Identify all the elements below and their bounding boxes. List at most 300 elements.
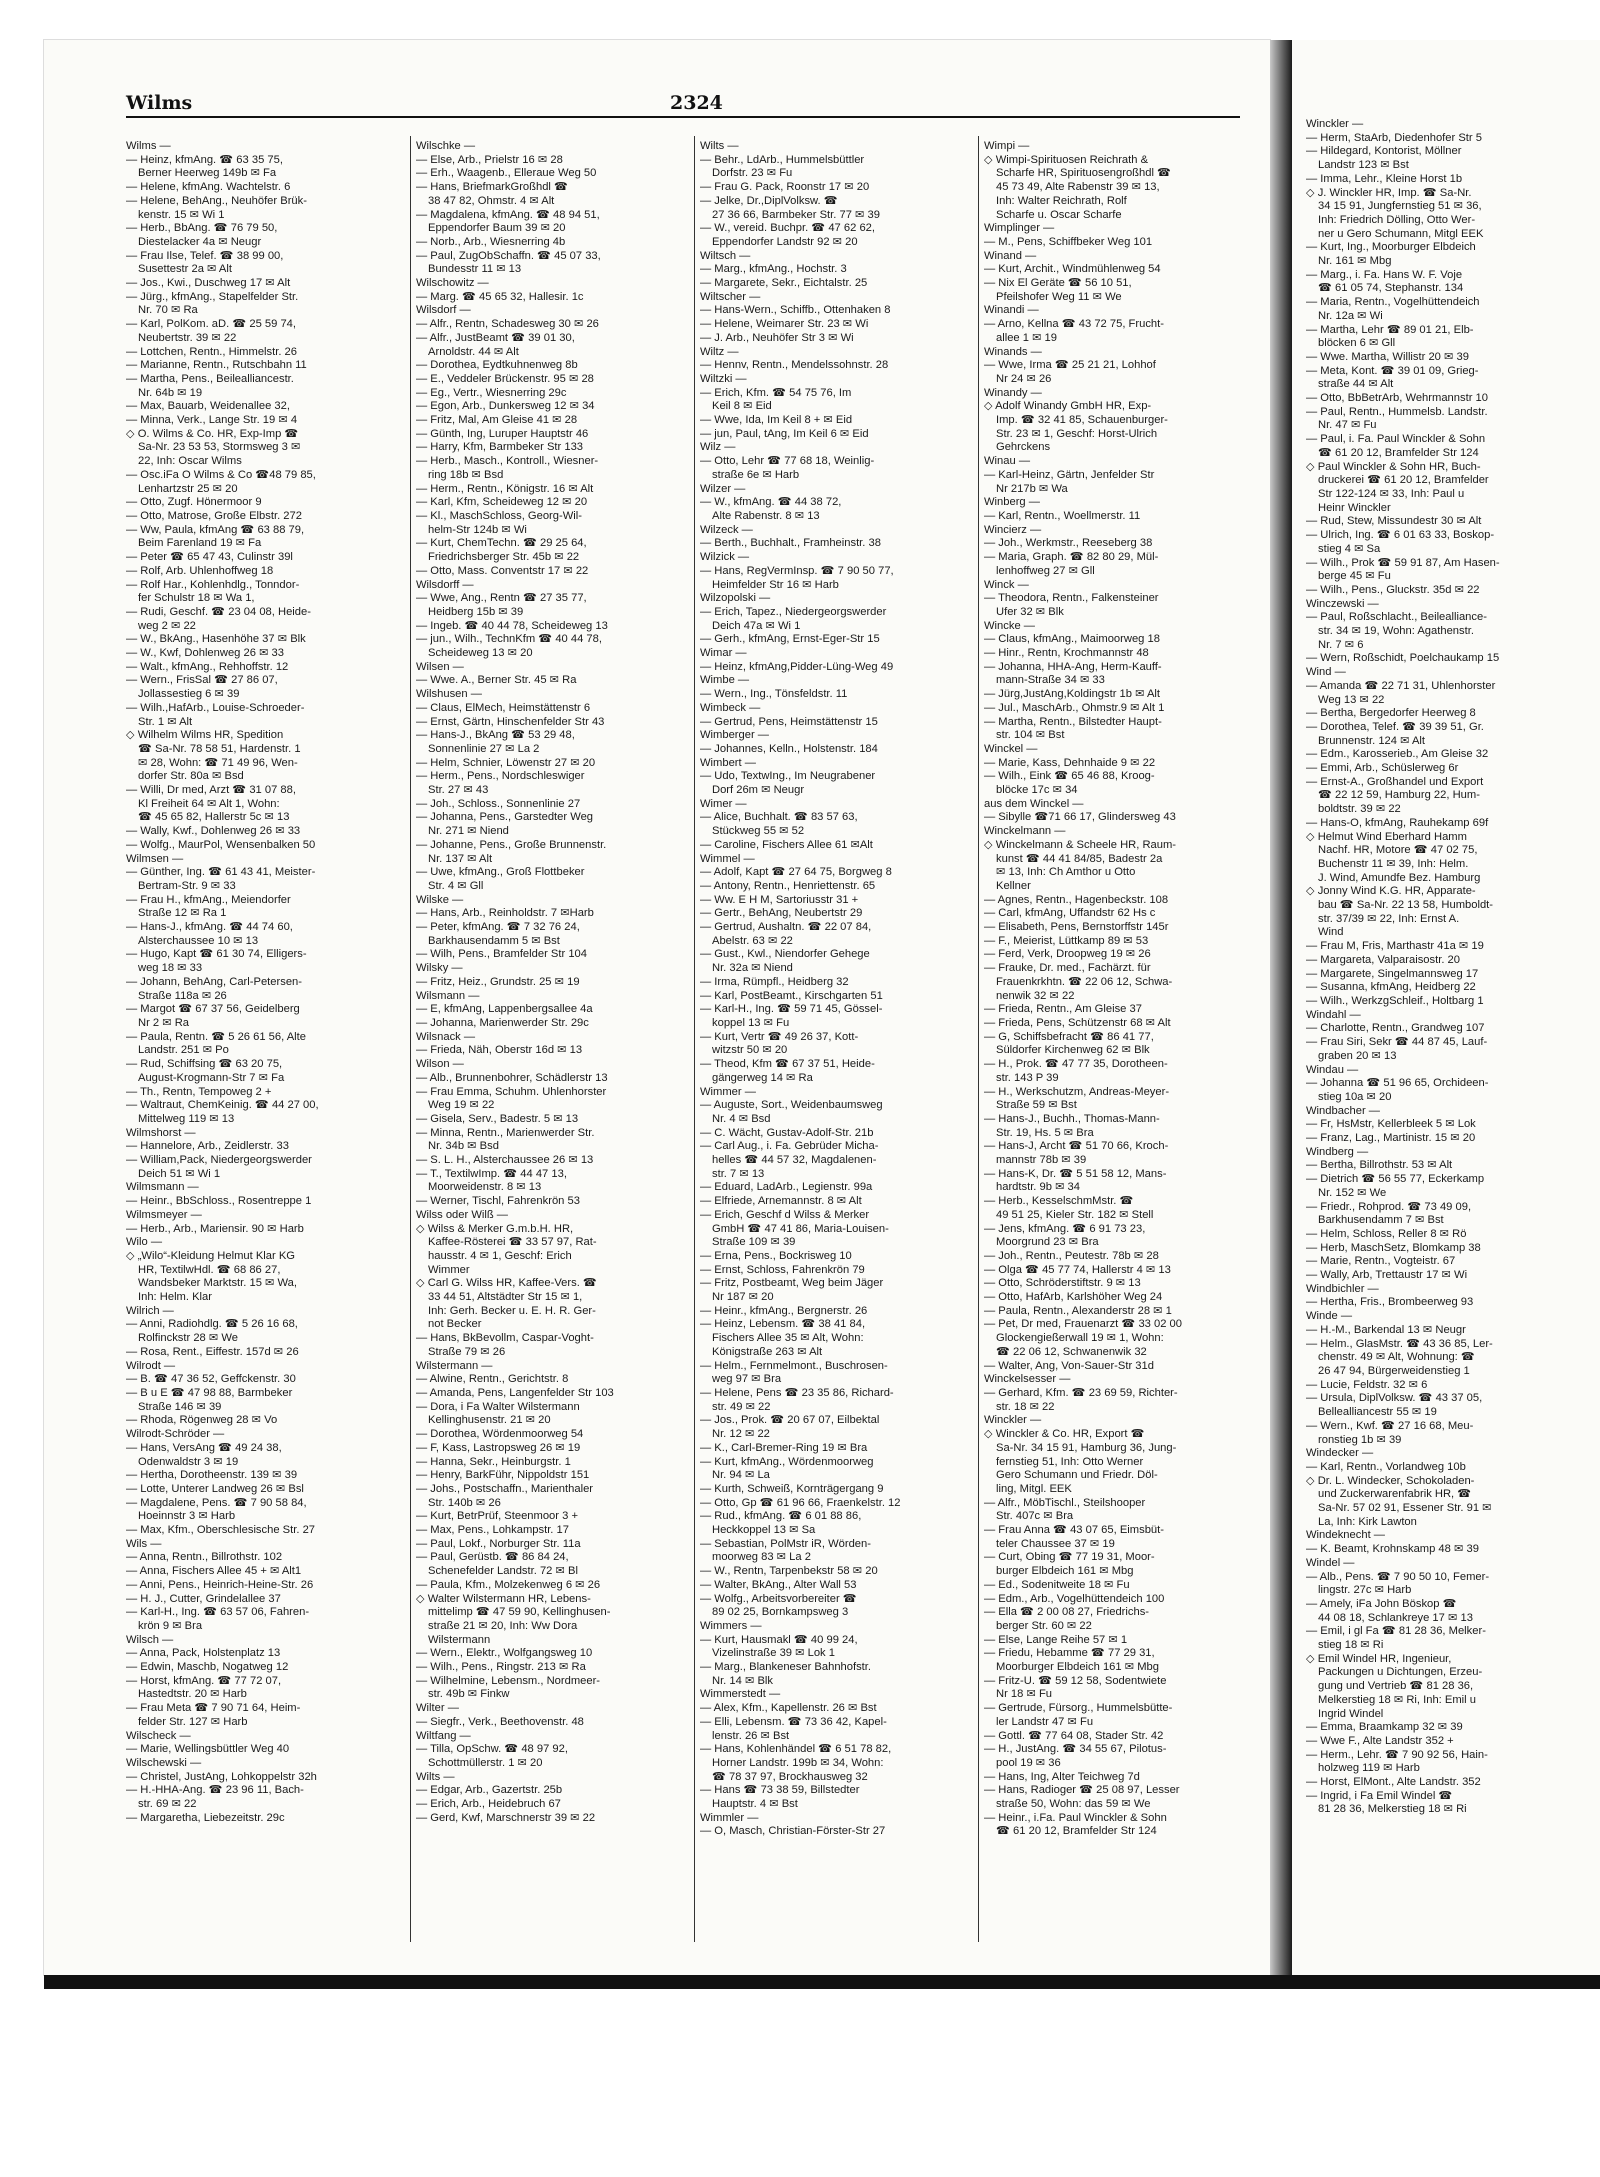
directory-entry-line: — Emmi, Arb., Schüslerweg 6r — [1306, 762, 1459, 775]
directory-entry-line: — Frauke, Dr. med., Fachärzt. für — [984, 962, 1151, 975]
directory-entry-line: str. 18 ✉ 22 — [996, 1400, 1055, 1413]
directory-entry-line: — Uwe, kfmAng., Groß Flottbeker — [416, 866, 585, 879]
directory-entry-line: Windberg — — [1306, 1145, 1369, 1158]
directory-entry-line: — Otto, Matrose, Große Elbstr. 272 — [126, 509, 302, 522]
directory-entry-line: — Wilh., Pens., Gluckstr. 35d ✉ 22 — [1306, 583, 1480, 596]
directory-entry-line: Winckelsesser — — [984, 1373, 1071, 1386]
directory-entry-line: — Heinr., kfmAng., Bergnerstr. 26 — [700, 1304, 868, 1317]
directory-entry-line: — Kurt, Hausmakl ☎ 40 99 24, — [700, 1633, 858, 1646]
directory-entry-line: — Sibylle ☎71 66 17, Glindersweg 43 — [984, 811, 1176, 824]
directory-entry-line: Wiltsch — — [700, 249, 751, 262]
directory-entry-line: str. 69 ✉ 22 — [138, 1798, 197, 1811]
directory-entry-line: Straße 118a ✉ 26 — [138, 989, 227, 1002]
directory-entry-line: — Nix El Geräte ☎ 56 10 51, — [984, 277, 1132, 290]
directory-entry-line: — Wilh.,HafArb., Louise-Schroeder- — [126, 701, 305, 714]
directory-entry-line: ☎ 78 37 97, Brockhausweg 32 — [712, 1770, 868, 1783]
directory-entry-line: str. 143 P 39 — [996, 1071, 1059, 1084]
directory-entry-line: — Eg., Vertr., Wiesnerring 29c — [416, 386, 567, 399]
directory-entry-line: pool 19 ✉ 36 — [996, 1756, 1061, 1769]
directory-entry-line: Wils — — [126, 1537, 162, 1550]
directory-entry-line: — Jos., Prok. ☎ 20 67 07, Eilbektal — [700, 1414, 880, 1427]
directory-entry-line: Winde — — [1306, 1310, 1353, 1323]
directory-entry-line: Wilzer — — [700, 482, 746, 495]
directory-entry-line: 49 51 25, Kieler Str. 182 ✉ Stell — [996, 1208, 1154, 1221]
directory-entry-line: — Lottchen, Rentn., Himmelstr. 26 — [126, 345, 297, 358]
directory-entry-line: Nr. 161 ✉ Mbg — [1318, 255, 1392, 268]
directory-entry-line: — jun, Paul, tAng, Im Keil 6 ✉ Eid — [700, 427, 869, 440]
directory-entry-line: ner u Gero Schumann, Mitgl EEK — [1318, 227, 1484, 240]
directory-entry-line: mannstr 78b ✉ 39 — [996, 1154, 1087, 1167]
directory-entry-line: — Hans, Ing, Alter Teichweg 7d — [984, 1770, 1140, 1783]
directory-entry-line: Weg 13 ✉ 22 — [1318, 693, 1385, 706]
directory-entry-line: — Paul, Gerüstb. ☎ 86 84 24, — [416, 1551, 569, 1564]
directory-entry-line: — Else, Arb., Prielstr 16 ✉ 28 — [416, 153, 563, 166]
directory-entry-line: Vizelinstraße 39 ✉ Lok 1 — [712, 1647, 835, 1660]
directory-entry-line: Str. 19, Hs. 5 ✉ Bra — [996, 1126, 1094, 1139]
directory-entry-line: — Hans-K, Dr. ☎ 5 51 58 12, Mans- — [984, 1167, 1167, 1180]
directory-entry-line: ◇ Walter Wilstermann HR, Lebens- — [416, 1592, 591, 1605]
directory-entry-line: Süldorfer Kirchenweg 62 ✉ Blk — [996, 1044, 1150, 1057]
directory-entry-line: Nr. 34b ✉ Bsd — [428, 1140, 499, 1153]
directory-entry-line: — Tilla, OpSchw. ☎ 48 97 92, — [416, 1743, 568, 1756]
directory-entry-line: Sa-Nr. 57 02 91, Essener Str. 91 ✉ — [1318, 1502, 1492, 1515]
directory-entry-line: Friedrichsberger Str. 45b ✉ 22 — [428, 551, 580, 564]
directory-entry-line: — Heinz, kfmAng,Pidder-Lüng-Weg 49 — [700, 660, 894, 673]
directory-entry-line: Bellealliancestr 55 ✉ 19 — [1318, 1406, 1437, 1419]
directory-entry-line: ler Landstr 47 ✉ Fu — [996, 1715, 1094, 1728]
directory-entry-line: str. 37/39 ✉ 22, Inh: Ernst A. — [1318, 912, 1460, 925]
directory-entry-line: — Maria, Graph. ☎ 82 80 29, Mül- — [984, 551, 1159, 564]
directory-entry-line: witzstr 50 ✉ 20 — [712, 1044, 788, 1057]
directory-entry-line: — Wwe, Ang., Rentn ☎ 27 35 77, — [416, 592, 587, 605]
directory-entry-line: aus dem Winckel — — [984, 797, 1084, 810]
directory-entry-line: Heimfelder Str 16 ✉ Harb — [712, 578, 839, 591]
directory-entry-line: — Lucie, Feldstr. 32 ✉ 6 — [1306, 1378, 1428, 1391]
directory-entry-line: Wilsnack — — [416, 1030, 476, 1043]
directory-entry-line: — Ernst, Schloss, Fahrenkrön 79 — [700, 1263, 865, 1276]
directory-entry-line: Sonnenlinie 27 ✉ La 2 — [428, 742, 540, 755]
directory-entry-line: — Ww. E H M, Sartoriusstr 31 + — [700, 893, 859, 906]
directory-entry-line: — Ingeb. ☎ 40 44 78, Scheideweg 13 — [416, 619, 608, 632]
directory-entry-line: Winands — — [984, 345, 1042, 358]
directory-entry-line: — Hertha, Dorotheenstr. 139 ✉ 39 — [126, 1469, 298, 1482]
directory-entry-line: — Jelke, Dr.,DiplVolksw. ☎ — [700, 194, 838, 207]
directory-column-2 — [416, 140, 694, 1825]
directory-entry-line: — Dorothea, Telef. ☎ 39 39 51, Gr. — [1306, 720, 1484, 733]
directory-entry-line: ✉ 28, Wohn: ☎ 71 49 96, Wen- — [138, 756, 298, 769]
directory-entry-line: — Marg., kfmAng., Hochstr. 3 — [700, 263, 847, 276]
directory-entry-line: — Marg., i. Fa. Hans W. F. Voje — [1306, 268, 1463, 281]
directory-entry-line: Wilschowitz — — [416, 277, 489, 290]
directory-entry-line: Jollassestieg 6 ✉ 39 — [138, 688, 240, 701]
directory-entry-line: 38 47 82, Ohmstr. 4 ✉ Alt — [428, 194, 555, 207]
directory-entry-line: — Johann, BehAng, Carl-Petersen- — [126, 975, 302, 988]
directory-entry-line: mann-Straße 34 ✉ 33 — [996, 674, 1105, 687]
directory-entry-line: Wimer — — [700, 797, 747, 810]
directory-entry-line: — Berth., Buchhalt., Framheinstr. 38 — [700, 537, 881, 550]
directory-entry-line: — Otto, Gp ☎ 61 96 66, Fraenkelstr. 12 — [700, 1496, 901, 1509]
directory-entry-line: — Margarete, Sekr., Eichtalstr. 25 — [700, 277, 868, 290]
directory-entry-line: Nachf. HR, Motore ☎ 47 02 75, — [1318, 844, 1478, 857]
directory-entry-line: — Hans, BkBevollm, Caspar-Voght- — [416, 1332, 594, 1345]
directory-entry-line: — Friedu, Hebamme ☎ 77 29 31, — [984, 1647, 1155, 1660]
directory-entry-line: Nr 24 ✉ 26 — [996, 372, 1052, 385]
directory-entry-line: Glockengießerwall 19 ✉ 1, Wohn: — [996, 1332, 1164, 1345]
directory-entry-line: — Frau Siri, Sekr ☎ 44 87 45, Lauf- — [1306, 1036, 1488, 1049]
directory-entry-line: — Karl, Rentn., Woellmerstr. 11 — [984, 509, 1141, 522]
directory-entry-line: 22, Inh: Oscar Wilms — [138, 455, 242, 468]
directory-entry-line: ☎ 45 65 82, Hallerstr 5c ✉ 13 — [138, 811, 290, 824]
directory-entry-line: Bundesstr 11 ✉ 13 — [428, 263, 522, 276]
page-header — [126, 92, 1240, 118]
directory-entry-line: — Edgar, Arb., Gazertstr. 25b — [416, 1784, 563, 1797]
directory-entry-line: Wilsch — — [126, 1633, 174, 1646]
directory-entry-line: Wilts — — [416, 1770, 455, 1783]
directory-entry-line: — C. Wächt, Gustav-Adolf-Str. 21b — [700, 1126, 874, 1139]
directory-entry-line: Nr 187 ✉ 20 — [712, 1291, 774, 1304]
directory-entry-line: Nr 217b ✉ Wa — [996, 482, 1068, 495]
directory-entry-line: — Martha, Pens., Beilealliancestr. — [126, 372, 294, 385]
directory-entry-line: — Erich, Geschf d Wilss & Merker — [700, 1208, 870, 1221]
directory-entry-line: — Anna, Rentn., Billrothstr. 102 — [126, 1551, 283, 1564]
directory-entry-line: — Gisela, Serv., Badestr. 5 ✉ 13 — [416, 1112, 579, 1125]
directory-entry-line: Nr. 94 ✉ La — [712, 1469, 770, 1482]
directory-entry-line: Heinr Winckler — [1318, 501, 1391, 514]
directory-entry-line: — Helm, Schnier, Löwenstr 27 ✉ 20 — [416, 756, 596, 769]
directory-entry-line: — Hans, Radioger ☎ 25 08 97, Lesser — [984, 1784, 1180, 1797]
directory-entry-line: — Johs., Postschaffn., Marienthaler — [416, 1482, 594, 1495]
directory-entry-line: not Becker — [428, 1318, 482, 1331]
directory-entry-line: und Zuckerwarenfabrik HR, ☎ — [1318, 1488, 1472, 1501]
directory-entry-line: — Caroline, Fischers Allee 61 ✉Alt — [700, 838, 873, 851]
directory-entry-line: Windau — — [1306, 1063, 1359, 1076]
directory-entry-line: — Martha, Rentn., Bilstedter Haupt- — [984, 715, 1162, 728]
directory-entry-line: — Anni, Radiohdlg. ☎ 5 26 16 68, — [126, 1318, 298, 1331]
directory-entry-line: — Max, Bauarb, Weidenallee 32, — [126, 400, 290, 413]
directory-entry-line: — Hans-Wern., Schiffb., Ottenhaken 8 — [700, 304, 891, 317]
directory-entry-line: — Th., Rentn, Tempoweg 2 + — [126, 1085, 272, 1098]
directory-entry-line: gängerweg 14 ✉ Ra — [712, 1071, 813, 1084]
directory-entry-line: Nr. 7 ✉ 6 — [1318, 638, 1364, 651]
directory-entry-line: — Kurt, ChemTechn. ☎ 29 25 64, — [416, 537, 587, 550]
directory-entry-line: — B. ☎ 47 36 52, Geffckenstr. 30 — [126, 1373, 296, 1386]
directory-entry-line: — Rolf Har., Kohlenhdlg., Tonndor- — [126, 578, 300, 591]
directory-entry-line: — Herm., Rentn., Königstr. 16 ✉ Alt — [416, 482, 594, 495]
directory-entry-line: — Ww, Paula, kfmAng ☎ 63 88 79, — [126, 523, 305, 536]
directory-entry-line: Nr. 70 ✉ Ra — [138, 304, 198, 317]
directory-entry-line: — O, Masch, Christian-Förster-Str 27 — [700, 1825, 886, 1838]
directory-entry-line: ◇ Wimpi-Spirituosen Reichrath & — [984, 153, 1149, 166]
directory-entry-line: — Herm., Pens., Nordschleswiger — [416, 770, 585, 783]
directory-entry-line: — Hans-J., kfmAng. ☎ 44 74 60, — [126, 921, 293, 934]
directory-entry-line: felder Str. 127 ✉ Harb — [138, 1715, 248, 1728]
directory-entry-line: — Amely, iFa John Böskop ☎ — [1306, 1597, 1457, 1610]
directory-entry-line: Str. 140b ✉ 26 — [428, 1496, 501, 1509]
directory-entry-line: — Herb., Arb., Mariensir. 90 ✉ Harb — [126, 1222, 304, 1235]
directory-entry-line: — Fritz-U. ☎ 59 12 58, Sodentwiete — [984, 1674, 1167, 1687]
directory-entry-line: — Margot ☎ 67 37 56, Geidelberg — [126, 1003, 300, 1016]
directory-entry-line: Arnoldstr. 44 ✉ Alt — [428, 345, 519, 358]
directory-entry-line: — Rud, Schiffsing ☎ 63 20 75, — [126, 1058, 283, 1071]
directory-entry-line: straße 50, Wohn: das 59 ✉ We — [996, 1798, 1151, 1811]
directory-entry-line: — Dorothea, Wördenmoorweg 54 — [416, 1428, 584, 1441]
directory-entry-line: Nr. 4 ✉ Bsd — [712, 1112, 771, 1125]
directory-entry-line: — Jos., Kwi., Duschweg 17 ✉ Alt — [126, 277, 291, 290]
directory-entry-line: ronstieg 1b ✉ 39 — [1318, 1433, 1402, 1446]
directory-entry-line: Wilter — — [416, 1702, 459, 1715]
directory-entry-line: Wilmsmeyer — — [126, 1208, 202, 1221]
directory-entry-line: ◇ Emil Windel HR, Ingenieur, — [1306, 1652, 1452, 1665]
directory-entry-line: Alsterchaussee 10 ✉ 13 — [138, 934, 259, 947]
directory-entry-line: — W., vereid. Buchpr. ☎ 47 62 62, — [700, 222, 875, 235]
directory-entry-line: — Anna, Fischers Allee 45 + ✉ Alt1 — [126, 1565, 302, 1578]
directory-entry-line: Winberg — — [984, 496, 1040, 509]
directory-entry-line: Heidberg 15b ✉ 39 — [428, 605, 524, 618]
directory-entry-line: Hoeinnstr 3 ✉ Harb — [138, 1510, 236, 1523]
column-divider — [410, 136, 411, 1942]
directory-entry-line: — Amanda, Pens, Langenfelder Str 103 — [416, 1386, 614, 1399]
directory-entry-line: — Karl, Rentn., Vorlandweg 10b — [1306, 1460, 1466, 1473]
directory-entry-line: — Günther, Ing. ☎ 61 43 41, Meister- — [126, 866, 316, 879]
directory-entry-line: Neubertstr. 39 ✉ 22 — [138, 331, 237, 344]
directory-entry-line: — Henry, BarkFühr, Nippoldstr 151 — [416, 1469, 590, 1482]
directory-entry-line: — Jens, kfmAng. ☎ 6 91 73 23, — [984, 1222, 1146, 1235]
directory-entry-line: — Gerd, Kwf, Marschnerstr 39 ✉ 22 — [416, 1811, 596, 1824]
directory-entry-line: — Karl-H., Ing. ☎ 59 71 45, Gössel- — [700, 1003, 883, 1016]
directory-entry-line: Ufer 32 ✉ Blk — [996, 605, 1064, 618]
directory-entry-line: lenhoffweg 27 ✉ Gll — [996, 564, 1095, 577]
directory-entry-line: Windbacher — — [1306, 1104, 1380, 1117]
directory-entry-line: — Frau G. Pack, Roonstr 17 ✉ 20 — [700, 181, 870, 194]
directory-entry-line: — Egon, Arb., Dunkersweg 12 ✉ 34 — [416, 400, 595, 413]
directory-entry-line: — Wern, Roßschidt, Poelchaukamp 15 — [1306, 652, 1500, 665]
directory-entry-line: ◇ J. Winckler HR, Imp. ☎ Sa-Nr. — [1306, 186, 1472, 199]
directory-entry-line: — Claus, kfmAng., Maimoorweg 18 — [984, 633, 1160, 646]
directory-entry-line: — Hugo, Kapt ☎ 61 30 74, Elligers- — [126, 948, 307, 961]
directory-entry-line: stieg 10a ✉ 20 — [1318, 1090, 1392, 1103]
directory-entry-line: — Edm., Arb., Vogelhüttendeich 100 — [984, 1592, 1165, 1605]
directory-entry-line: — Karl-H., Ing. ☎ 63 57 06, Fahren- — [126, 1606, 310, 1619]
directory-entry-line: ◇ Paul Winckler & Sohn HR, Buch- — [1306, 460, 1481, 473]
directory-entry-line: — Frieda, Näh, Oberstr 16d ✉ 13 — [416, 1044, 583, 1057]
directory-entry-line: druckerei ☎ 61 20 12, Bramfelder — [1318, 474, 1489, 487]
directory-entry-line: — Hertha, Fris., Brombeerweg 93 — [1306, 1296, 1474, 1309]
directory-entry-line: Windahl — — [1306, 1008, 1361, 1021]
directory-entry-line: — Otto, HafArb, Karlshöher Weg 24 — [984, 1291, 1163, 1304]
directory-entry-line: — Joh., Werkmstr., Reeseberg 38 — [984, 537, 1153, 550]
directory-entry-line: Wimmer — — [700, 1085, 756, 1098]
page-number: 2324 — [670, 92, 723, 114]
directory-entry-line: — Wilhelmine, Lebensm., Nordmeer- — [416, 1674, 601, 1687]
directory-entry-line: Wind — — [1306, 666, 1346, 679]
page-gutter-shadow — [1270, 40, 1292, 1975]
directory-entry-line: teler Chaussee 37 ✉ 19 — [996, 1537, 1115, 1550]
column-divider — [978, 136, 979, 1942]
directory-entry-line: Winandy — — [984, 386, 1042, 399]
directory-entry-line: — W., Kwf, Dohlenweg 26 ✉ 33 — [126, 647, 284, 660]
directory-entry-line: — Margareta, Valparaisostr. 20 — [1306, 953, 1461, 966]
directory-entry-line: — Jürg,JustAng,Koldingstr 1b ✉ Alt — [984, 688, 1161, 701]
directory-entry-line: — Elfriede, Arnemannstr. 8 ✉ Alt — [700, 1195, 862, 1208]
directory-entry-line: Str. 4 ✉ Gll — [428, 879, 484, 892]
directory-entry-line: Wilstermann — — [416, 1359, 493, 1372]
directory-entry-line: — Waltraut, ChemKeinig. ☎ 44 27 00, — [126, 1099, 319, 1112]
directory-entry-line: Winckel — — [984, 742, 1038, 755]
directory-entry-line: — Hans-O, kfmAng, Rauhekamp 69f — [1306, 816, 1489, 829]
directory-entry-line: — Karl, PostBeamt., Kirschgarten 51 — [700, 989, 883, 1002]
directory-entry-line: — Walter, BkAng., Alter Wall 53 — [700, 1578, 857, 1591]
directory-entry-line: — Agnes, Rentn., Hagenbeckstr. 108 — [984, 893, 1169, 906]
directory-entry-line: Winckelmann — — [984, 825, 1066, 838]
directory-entry-line: — Helene, Pens ☎ 23 35 86, Richard- — [700, 1386, 894, 1399]
directory-entry-line: HR, TextilwHdl. ☎ 68 86 27, — [138, 1263, 281, 1276]
directory-entry-line: Wimpi — — [984, 140, 1030, 152]
directory-entry-line: Wiltfang — — [416, 1729, 471, 1742]
directory-entry-line: mittelimp ☎ 47 59 90, Kellinghusen- — [428, 1606, 611, 1619]
directory-entry-line: Winandi — — [984, 304, 1039, 317]
directory-entry-line: — Hans, BriefmarkGroßhdl ☎ — [416, 181, 568, 194]
directory-entry-line: ◇ Jonny Wind K.G. HR, Apparate- — [1306, 885, 1476, 898]
directory-entry-line: ◇ Dr. L. Windecker, Schokoladen- — [1306, 1474, 1475, 1487]
directory-entry-line: ☎ 22 06 12, Schwanenwik 32 — [996, 1345, 1147, 1358]
directory-entry-line: bau ☎ Sa-Nr. 22 13 58, Humboldt- — [1318, 899, 1494, 912]
directory-entry-line: 81 28 36, Melkerstieg 18 ✉ Ri — [1318, 1803, 1467, 1816]
directory-entry-line: weg 97 ✉ Bra — [712, 1373, 782, 1386]
directory-entry-line: — Rhoda, Rögenweg 28 ✉ Vo — [126, 1414, 278, 1427]
directory-entry-line: Wiltzki — — [700, 372, 747, 385]
directory-entry-line: Alte Rabenstr. 8 ✉ 13 — [712, 509, 820, 522]
directory-entry-line: Eppendorfer Baum 39 ✉ 20 — [428, 222, 566, 235]
directory-entry-line: — Wolfg., MaurPol, Wensenbalken 50 — [126, 838, 316, 851]
directory-entry-line: Abelstr. 63 ✉ 22 — [712, 934, 793, 947]
directory-entry-line: Nr. 64b ✉ 19 — [138, 386, 203, 399]
directory-entry-line: Wilmsmann — — [126, 1181, 199, 1194]
directory-entry-line: — Johanna, Marienwerder Str. 29c — [416, 1017, 589, 1029]
directory-entry-line: ◇ Carl G. Wilss HR, Kaffee-Vers. ☎ — [416, 1277, 597, 1290]
directory-entry-line: Wimberger — — [700, 729, 769, 742]
directory-entry-line: Heckkoppel 13 ✉ Sa — [712, 1524, 816, 1537]
directory-entry-line: burger Elbdeich 161 ✉ Mbg — [996, 1565, 1134, 1578]
directory-entry-line: Schenefelder Landstr. 72 ✉ Bl — [428, 1565, 578, 1578]
directory-entry-line: — Margarete, Singelmannsweg 17 — [1306, 967, 1479, 980]
directory-entry-line: Nr. 32a ✉ Niend — [712, 962, 793, 975]
directory-entry-line: Barkhusendamm 7 ✉ Bst — [1318, 1214, 1444, 1227]
directory-entry-line: Schottmüllerstr. 1 ✉ 20 — [428, 1756, 543, 1769]
directory-entry-line: str. 49 ✉ 22 — [712, 1400, 771, 1413]
directory-entry-line: berge 45 ✉ Fu — [1318, 570, 1391, 583]
directory-entry-line: — Marie, Wellingsbüttler Weg 40 — [126, 1743, 290, 1756]
directory-entry-line: helles ☎ 44 57 32, Magdalenen- — [712, 1154, 877, 1167]
directory-entry-line: — Hinr., Rentn, Krochmannstr 48 — [984, 647, 1149, 660]
directory-entry-line: krön 9 ✉ Bra — [138, 1619, 203, 1632]
directory-entry-line: Wind — [1318, 926, 1344, 939]
directory-entry-line: — Wwe. A., Berner Str. 45 ✉ Ra — [416, 674, 577, 687]
directory-entry-line: — Herm., Lehr. ☎ 7 90 92 56, Hain- — [1306, 1748, 1488, 1761]
directory-entry-line: — Adolf, Kapt ☎ 27 64 75, Borgweg 8 — [700, 866, 892, 879]
directory-entry-line: — Amanda ☎ 22 71 31, Uhlenhorster — [1306, 679, 1496, 692]
directory-entry-line: str. 34 ✉ 19, Wohn: Agathenstr. — [1318, 625, 1474, 638]
directory-entry-line: Lenhartzstr 25 ✉ 20 — [138, 482, 238, 495]
directory-entry-line: — Alex, Kfm., Kapellenstr. 26 ✉ Bst — [700, 1702, 877, 1715]
directory-entry-line: Sa-Nr. 34 15 91, Hamburg 36, Jung- — [996, 1441, 1177, 1454]
directory-entry-line: — Marianne, Rentn., Rutschbahn 11 — [126, 359, 307, 372]
directory-entry-line: hausstr. 4 ✉ 1, Geschf: Erich — [428, 1249, 572, 1262]
directory-entry-line: Nr. 137 ✉ Alt — [428, 852, 493, 865]
directory-entry-line: — Olga ☎ 45 77 74, Hallerstr 4 ✉ 13 — [984, 1263, 1171, 1276]
directory-entry-line: Brunnenstr. 124 ✉ Alt — [1318, 734, 1426, 747]
directory-entry-line: Winck — — [984, 578, 1029, 591]
directory-entry-line: Nr 2 ✉ Ra — [138, 1017, 190, 1029]
directory-entry-line: — Gerhard, Kfm. ☎ 23 69 59, Richter- — [984, 1386, 1178, 1399]
directory-entry-line: — Norb., Arb., Wiesnerring 4b — [416, 235, 566, 248]
directory-entry-line: Windeknecht — — [1306, 1529, 1385, 1542]
directory-entry-line: Wincierz — — [984, 523, 1042, 536]
directory-entry-line: kenstr. 15 ✉ Wi 1 — [138, 208, 225, 221]
directory-entry-line: ◇ „Wilo“-Kleidung Helmut Klar KG — [126, 1249, 296, 1262]
directory-entry-line: — Jul., MaschArb., Ohmstr.9 ✉ Alt 1 — [984, 701, 1165, 714]
directory-entry-line: — Gertr., BehAng, Neubertstr 29 — [700, 907, 863, 920]
directory-entry-line: stieg 18 ✉ Ri — [1318, 1639, 1384, 1652]
directory-entry-line: — Susanna, kfmAng, Heidberg 22 — [1306, 981, 1476, 994]
directory-entry-line: — Horst, kfmAng. ☎ 77 72 07, — [126, 1674, 282, 1687]
directory-entry-line: — E., Veddeler Brückenstr. 95 ✉ 28 — [416, 372, 594, 385]
directory-entry-line: — Martha, Lehr ☎ 89 01 21, Elb- — [1306, 323, 1474, 336]
directory-entry-line: — Werner, Tischl, Fahrenkrön 53 — [416, 1195, 580, 1208]
directory-entry-line: — Johanna, HHA-Ang, Herm-Kauff- — [984, 660, 1162, 673]
directory-entry-line: 89 02 25, Bornkampsweg 3 — [712, 1606, 849, 1619]
directory-entry-line: Moorweidenstr. 8 ✉ 13 — [428, 1181, 542, 1194]
directory-entry-line: Wimbeck — — [700, 701, 761, 714]
directory-entry-line: — Fritz, Mal, Am Gleise 41 ✉ 28 — [416, 414, 578, 427]
directory-entry-line: — Imma, Lehr., Kleine Horst 1b — [1306, 172, 1463, 185]
directory-entry-line: Str. 23 ✉ 1, Geschf: Horst-Ulrich — [996, 427, 1158, 440]
directory-entry-line: Nr. 152 ✉ We — [1318, 1186, 1387, 1199]
directory-entry-line: — Minna, Verk., Lange Str. 19 ✉ 4 — [126, 414, 298, 427]
directory-entry-line: — H.-HHA-Ang. ☎ 23 96 11, Bach- — [126, 1784, 304, 1797]
directory-entry-line: graben 20 ✉ 13 — [1318, 1049, 1397, 1062]
directory-entry-line: — Theod, Kfm ☎ 67 37 51, Heide- — [700, 1058, 875, 1071]
directory-entry-line: — Kl., MaschSchloss, Georg-Wil- — [416, 509, 582, 522]
directory-entry-line: Mittelweg 119 ✉ 13 — [138, 1112, 235, 1125]
directory-entry-line: — Fritz, Postbeamt, Weg beim Jäger — [700, 1277, 884, 1290]
directory-entry-line: Str. 407c ✉ Bra — [996, 1510, 1074, 1523]
directory-entry-line: ◇ Helmut Wind Eberhard Hamm — [1306, 830, 1467, 843]
directory-entry-line: — Fr, HsMstr, Kellerbleek 5 ✉ Lok — [1306, 1118, 1476, 1131]
directory-entry-line: Wilo — — [126, 1236, 163, 1249]
directory-entry-line: Kellner — [996, 879, 1031, 892]
directory-entry-line: — Frau M, Fris, Marthastr 41a ✉ 19 — [1306, 940, 1484, 953]
directory-entry-line: — Anna, Pack, Holstenplatz 13 — [126, 1647, 281, 1660]
directory-entry-line: — Udo, TextwIng., Im Neugrabener — [700, 770, 876, 783]
directory-entry-line: — Alice, Buchhalt. ☎ 83 57 63, — [700, 811, 858, 824]
directory-entry-line: Keil 8 ✉ Eid — [712, 400, 772, 413]
directory-entry-line: nenwik 32 ✉ 22 — [996, 989, 1075, 1002]
directory-entry-line: Wilsdorff — — [416, 578, 474, 591]
directory-entry-line: — Gerh., kfmAng, Ernst-Eger-Str 15 — [700, 633, 880, 646]
directory-entry-line: Imp. ☎ 32 41 85, Schauenburger- — [996, 414, 1168, 427]
directory-column-4 — [984, 140, 1262, 1839]
directory-entry-line: berger Str. 60 ✉ 22 — [996, 1619, 1092, 1632]
directory-entry-line: Packungen u Dichtungen, Erzeu- — [1318, 1666, 1483, 1679]
directory-entry-line: Königstraße 263 ✉ Alt — [712, 1345, 823, 1358]
directory-entry-line: — Dorothea, Eydtkuhnenweg 8b — [416, 359, 578, 372]
directory-entry-line: — Ella ☎ 2 00 08 27, Friedrichs- — [984, 1606, 1150, 1619]
directory-entry-line: Wilzopolski — — [700, 592, 771, 605]
directory-entry-line: Wilscheck — — [126, 1729, 191, 1742]
directory-entry-line: — K. Beamt, Krohnskamp 48 ✉ 39 — [1306, 1543, 1479, 1556]
directory-entry-line: 34 15 91, Jungfernstieg 51 ✉ 36, — [1318, 200, 1482, 213]
directory-entry-line: — Hans, VersAng ☎ 49 24 38, — [126, 1441, 282, 1454]
